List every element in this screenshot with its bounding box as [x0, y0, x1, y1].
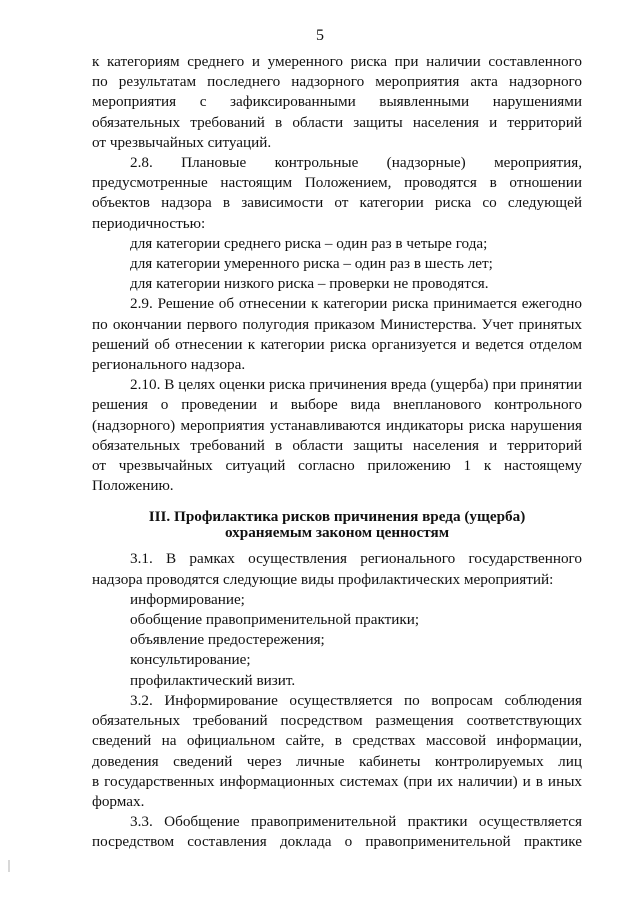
text-line: 2.8. Плановые контрольные (надзорные) мероприятия, [130, 154, 582, 172]
text-line: профилактический визит. [130, 671, 296, 689]
text-line: (надзорного) мероприятия устанавливаются индикаторы риска нарушения [92, 416, 582, 434]
text-line: регионального надзора. [92, 356, 246, 374]
text-line: 3.2. Информирование осуществляется по вопросам соблюдения [130, 691, 582, 709]
text-line: 2.9. Решение об отнесении к категории риска принимается ежегодно [130, 295, 582, 313]
text-line: обобщение правоприменительной практики; [130, 611, 420, 629]
text-line: сведений на официальном сайте, в средствах массовой информации, [92, 732, 582, 750]
document-body [92, 52, 582, 853]
text-line: формах. [92, 792, 145, 810]
text-line: доведения сведений через личные кабинеты контролируемых лиц [92, 752, 582, 770]
text-line: 3.1. В рамках осуществления регионального государственного [130, 550, 582, 568]
text-line: решений об отнесении к категории риска организуется и ведется отделом [92, 335, 582, 353]
text-line: для категории среднего риска – один раз в четыре года; [130, 234, 488, 252]
text-line: 2.10. В целях оценки риска причинения вреда (ущерба) при принятии [130, 376, 582, 394]
page-number: 5 [316, 27, 324, 44]
text-line: от чрезвычайных ситуаций согласно приложению 1 к настоящему [92, 457, 582, 475]
text-line: обязательных требований в области защиты населения и территорий [92, 113, 582, 131]
text-block-bottom [92, 549, 582, 852]
text-line: от чрезвычайных ситуаций. [92, 133, 272, 151]
text-line: для категории низкого риска – проверки не проводятся. [130, 275, 489, 293]
text-line: Положению. [92, 477, 174, 495]
text-line: периодичностью: [92, 214, 206, 232]
section-heading-line-2: охраняемым законом ценностям [224, 524, 450, 542]
text-line: объявление предостережения; [130, 631, 325, 649]
text-line: обязательных требований в области защиты населения и территорий [92, 436, 582, 454]
text-line: мероприятия с зафиксированными выявленными нарушениями [92, 93, 582, 111]
text-line: решения о проведении и выборе вида внепланового контрольного [92, 396, 582, 414]
text-line: обязательных требований посредством размещения соответствующих [92, 712, 582, 730]
section-heading-line-1: III. Профилактика рисков причинения вреда (ущерба) [148, 508, 526, 526]
text-line: посредством составления доклада о правоприменительной практике [92, 833, 582, 851]
text-line: к категориям среднего и умеренного риска при наличии составленного [92, 53, 582, 70]
text-line: 3.3. Обобщение правоприменительной практики осуществляется [130, 813, 582, 831]
text-line: предусмотренные настоящим Положением, проводятся в отношении [92, 174, 582, 192]
text-line: консультирование; [130, 651, 251, 669]
text-line: по результатам последнего надзорного мероприятия акта надзорного [92, 73, 582, 91]
text-line: для категории умеренного риска – один раз в шесть лет; [130, 255, 493, 273]
text-line: надзора проводятся следующие виды профилактических мероприятий: [92, 570, 554, 588]
text-line: информирование; [130, 590, 245, 608]
text-line: по окончании первого полугодия приказом Министерства. Учет принятых [92, 315, 582, 333]
scan-artifact [8, 860, 10, 872]
text-line: в государственных информационных системах (при их наличии) и в иных [92, 772, 582, 790]
text-line: объектов надзора в зависимости от категории риска со следующей [92, 194, 582, 212]
text-block-top [92, 52, 582, 496]
